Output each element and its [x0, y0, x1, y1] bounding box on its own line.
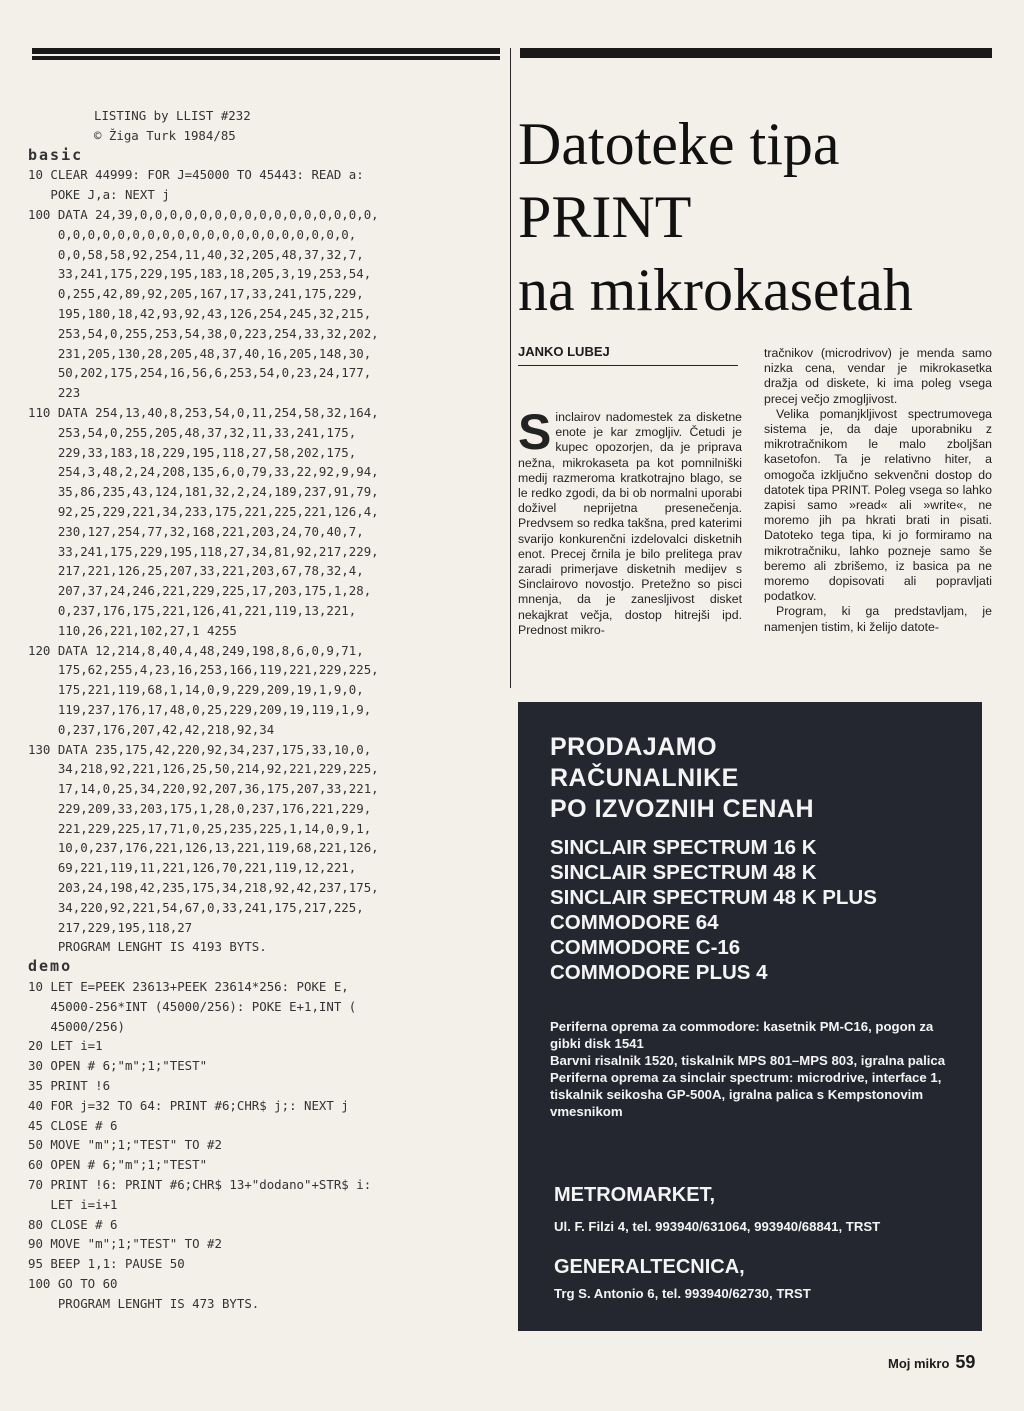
demo-code-line: 10 LET E=PEEK 23613+PEEK 23614*256: POKE E, — [28, 979, 349, 995]
basic-code-line: 217,221,126,25,207,33,221,203,67,78,32,4, — [28, 563, 364, 579]
basic-code-line: 50,202,175,254,16,56,6,253,54,0,23,24,177, — [28, 365, 372, 381]
column-2-para-2: Velika pomanjkljivost spectrumovega sistema je, da daje uporabniku z mikrotračnikom le malo zboljšan kasetofon. Ta je relativno hiter, a omogoča izključno sekvenčni dostop do datotek tipa PRINT. Poleg vsega so lahko zapisi samo »read« ali »write«, ne moremo jih pa hkrati brati in pisati. Datoteko tega tipa, ki jo formiramo na mikrotračniku, lahko pozneje samo še beremo ali zbrišemo, iz basica pa ne moremo dopisovati ali popravljati podatkov. — [764, 406, 992, 604]
demo-label: demo — [28, 957, 73, 976]
demo-code-line: LET i=i+1 — [28, 1196, 118, 1212]
demo-code-line: 90 MOVE "m";1;"TEST" TO #2 — [28, 1236, 222, 1252]
ad-headline — [550, 732, 814, 825]
basic-code-line: 217,229,195,118,27 — [28, 919, 193, 935]
article-title — [518, 108, 998, 327]
shop-2-address: Trg S. Antonio 6, tel. 993940/62730, TRST — [554, 1286, 811, 1301]
demo-code-line: 45 CLOSE # 6 — [28, 1117, 118, 1133]
basic-code-line: 119,237,176,17,48,0,25,229,209,19,119,1,9, — [28, 701, 372, 717]
shop-1-address: Ul. F. Filzi 4, tel. 993940/631064, 993940/68841, TRST — [554, 1219, 881, 1234]
basic-code-line: 221,229,225,17,71,0,25,235,225,1,14,0,9,1, — [28, 820, 372, 836]
basic-code-line: 10,0,237,176,221,126,13,221,119,68,221,126, — [28, 840, 379, 856]
basic-code-line: 34,220,92,221,54,67,0,33,241,175,217,225, — [28, 899, 364, 915]
basic-code-line: 10 CLEAR 44999: FOR J=45000 TO 45443: READ a: — [28, 167, 364, 183]
ad-headline-1: PRODAJAMO — [550, 733, 718, 761]
basic-code-line: 34,218,92,221,126,25,50,214,92,221,229,225, — [28, 761, 379, 777]
basic-code-line: 35,86,235,43,124,181,32,2,24,189,237,91,79, — [28, 484, 379, 500]
title-line-1: Datoteke tipa — [518, 111, 840, 177]
sinclair-peripherals: Periferna oprema za sinclair spectrum: microdrive, interface 1, tiskalnik seikosha GP-500A, igralna palica s Kempstonovim vmesnikom — [550, 1070, 942, 1119]
basic-code-line: 110,26,221,102,27,1 4255 — [28, 622, 237, 638]
article-author: JANKO LUBEJ — [518, 344, 738, 366]
page-footer — [888, 1352, 975, 1373]
basic-code-line: 0,237,176,175,221,126,41,221,119,13,221, — [28, 602, 357, 618]
basic-code-line: PROGRAM LENGHT IS 4193 BYTS. — [28, 939, 267, 955]
demo-code-line: 95 BEEP 1,1: PAUSE 50 — [28, 1256, 185, 1272]
article-column-1 — [518, 404, 742, 638]
page-number: 59 — [955, 1352, 976, 1372]
ad-model: SINCLAIR SPECTRUM 48 K — [550, 861, 817, 884]
demo-code-line: 40 FOR j=32 TO 64: PRINT #6;CHR$ j;: NEXT j — [28, 1097, 349, 1113]
demo-code-line: 45000-256*INT (45000/256): POKE E+1,INT ( — [28, 998, 357, 1014]
basic-code-line: 223 — [28, 385, 81, 401]
ad-model: SINCLAIR SPECTRUM 16 K — [550, 836, 817, 859]
basic-code-line: 69,221,119,11,221,126,70,221,119,12,221, — [28, 860, 357, 876]
commodore-peripherals-2: Barvni risalnik 1520, tiskalnik MPS 801–MPS 803, igralna palica — [550, 1053, 946, 1068]
magazine-name: Moj mikro — [888, 1356, 950, 1371]
basic-code-line: 254,3,48,2,24,208,135,6,0,79,33,22,92,9,94, — [28, 464, 379, 480]
ad-headline-2: RAČUNALNIKE — [550, 764, 739, 792]
demo-code-line: 50 MOVE "m";1;"TEST" TO #2 — [28, 1137, 222, 1153]
article-column-2 — [764, 346, 992, 635]
column-1-text: inclairov nadomestek za disketne enote je kar zmogljiv. Četudi je kupec opozorjen, da je priprava nežna, mikrokaseta pa kot pomnilniški medij razmeroma kratkotrajno blago, se le redko zgodi, da bi ob normalni uporabi doživel neprijetna presenečenja. Predvsem so redka takšna, pred katerimi svarijo konkurenčni izdelovalci disketnih enot. Precej črnila je bilo prelitega prav zaradi primerjave disketnih medijev s Sinclairovo novostjo. Pretežno so pisci mnenja, da je zanesljivost disket nekajkrat večja, dostop hitrejši ipd. Prednost mikro- — [518, 410, 742, 637]
basic-listing — [28, 165, 508, 957]
basic-code-line: 0,0,58,58,92,254,11,40,32,205,48,37,32,7, — [28, 246, 364, 262]
basic-code-line: 253,54,0,255,253,54,38,0,223,254,33,32,202, — [28, 325, 379, 341]
ad-model: COMMODORE PLUS 4 — [550, 961, 768, 984]
program-listing — [28, 106, 508, 1314]
basic-code-line: 203,24,198,42,235,175,34,218,92,42,237,175, — [28, 880, 379, 896]
basic-code-line: 231,205,130,28,205,48,37,40,16,205,148,30, — [28, 345, 372, 361]
demo-code-line: 35 PRINT !6 — [28, 1078, 111, 1094]
advertisement — [518, 702, 982, 1331]
demo-code-line: 20 LET i=1 — [28, 1038, 103, 1054]
basic-code-line: 130 DATA 235,175,42,220,92,34,237,175,33,10,0, — [28, 741, 372, 757]
top-rule-right — [520, 48, 992, 54]
basic-code-line: 100 DATA 24,39,0,0,0,0,0,0,0,0,0,0,0,0,0,0,0,0, — [28, 206, 379, 222]
basic-code-line: 0,0,0,0,0,0,0,0,0,0,0,0,0,0,0,0,0,0,0,0, — [28, 226, 357, 242]
listing-header-1: LISTING by LLIST #232 — [94, 108, 251, 123]
basic-code-line: 229,209,33,203,175,1,28,0,237,176,221,229, — [28, 800, 372, 816]
basic-code-line: 120 DATA 12,214,8,40,4,48,249,198,8,6,0,9,71, — [28, 642, 364, 658]
demo-code-line: 45000/256) — [28, 1018, 125, 1034]
column-2-para-3: Program, ki ga predstavljam, je namenjen tistim, ki želijo datote- — [764, 604, 992, 634]
ad-model: COMMODORE 64 — [550, 911, 719, 934]
basic-code-line: 17,14,0,25,34,220,92,207,36,175,207,33,221, — [28, 781, 379, 797]
demo-listing — [28, 977, 508, 1314]
demo-code-line: 100 GO TO 60 — [28, 1276, 118, 1292]
basic-label: basic — [28, 145, 84, 164]
demo-code-line: 70 PRINT !6: PRINT #6;CHR$ 13+"dodano"+STR$ i: — [28, 1177, 372, 1193]
title-line-3: na mikrokasetah — [518, 257, 913, 323]
ad-models — [550, 835, 877, 985]
drop-cap: S — [518, 404, 552, 460]
basic-code-line: 207,37,24,246,221,229,225,17,203,175,1,28, — [28, 583, 372, 599]
demo-code-line: 60 OPEN # 6;"m";1;"TEST" — [28, 1157, 208, 1173]
shop-2-name: GENERALTECNICA, — [554, 1256, 745, 1278]
ad-peripherals — [550, 1018, 960, 1120]
demo-code-line: PROGRAM LENGHT IS 473 BYTS. — [28, 1295, 260, 1311]
basic-code-line: 230,127,254,77,32,168,221,203,24,70,40,7, — [28, 523, 364, 539]
ad-model: COMMODORE C-16 — [550, 936, 741, 959]
basic-code-line: 33,241,175,229,195,118,27,34,81,92,217,229, — [28, 543, 379, 559]
ad-model: SINCLAIR SPECTRUM 48 K PLUS — [550, 886, 877, 909]
column-2-para-1: tračnikov (microdrivov) je menda samo nizka cena, vendar je mikrokasetka dražja od diskete, ki ima poleg vsega precej večjo zmogljivost. — [764, 346, 992, 406]
demo-code-line: 30 OPEN # 6;"m";1;"TEST" — [28, 1058, 208, 1074]
basic-code-line: 92,25,229,221,34,233,175,221,225,221,126,4, — [28, 503, 379, 519]
basic-code-line: 229,33,183,18,229,195,118,27,58,202,175, — [28, 444, 357, 460]
title-line-2: PRINT — [518, 184, 692, 250]
shop-1-name: METROMARKET, — [554, 1184, 716, 1206]
basic-code-line: 0,255,42,89,92,205,167,17,33,241,175,229, — [28, 286, 364, 302]
basic-code-line: POKE J,a: NEXT j — [28, 187, 170, 203]
ad-headline-3: PO IZVOZNIH CENAH — [550, 795, 815, 823]
column-divider — [510, 48, 511, 688]
basic-code-line: 33,241,175,229,195,183,18,205,3,19,253,54, — [28, 266, 372, 282]
basic-code-line: 0,237,176,207,42,42,218,92,34 — [28, 721, 275, 737]
basic-code-line: 110 DATA 254,13,40,8,253,54,0,11,254,58,32,164, — [28, 404, 379, 420]
basic-code-line: 175,221,119,68,1,14,0,9,229,209,19,1,9,0, — [28, 682, 364, 698]
top-rule-left — [32, 48, 500, 56]
basic-code-line: 175,62,255,4,23,16,253,166,119,221,229,225, — [28, 662, 379, 678]
demo-code-line: 80 CLOSE # 6 — [28, 1216, 118, 1232]
basic-code-line: 195,180,18,42,93,92,43,126,254,245,32,215, — [28, 305, 372, 321]
listing-header-2: © Žiga Turk 1984/85 — [94, 127, 236, 143]
commodore-peripherals: Periferna oprema za commodore: kasetnik PM-C16, pogon za gibki disk 1541 — [550, 1019, 934, 1051]
basic-code-line: 253,54,0,255,205,48,37,32,11,33,241,175, — [28, 424, 357, 440]
